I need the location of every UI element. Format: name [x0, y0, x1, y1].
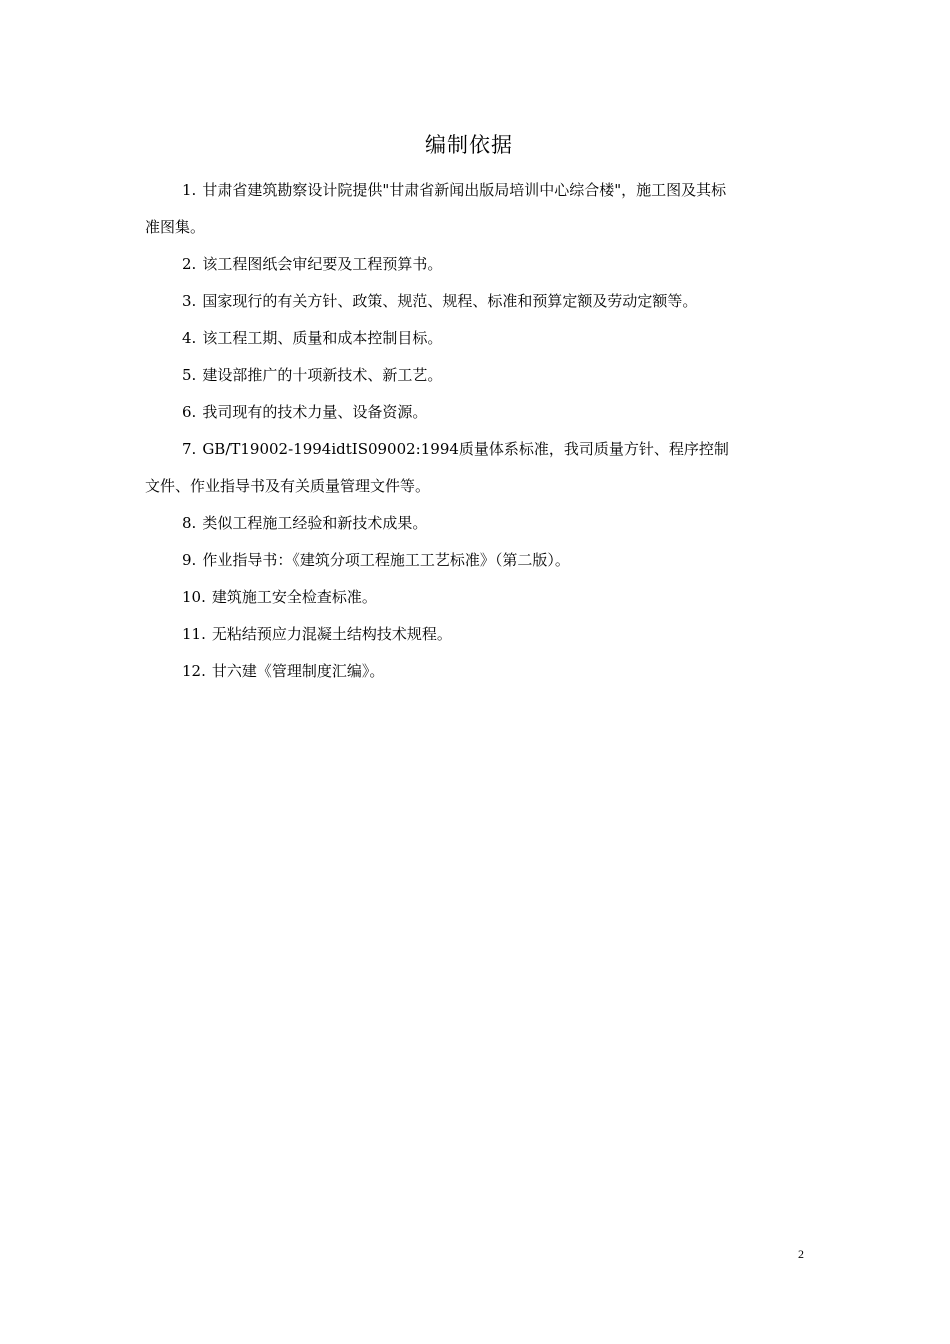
- item-text: 建筑施工安全检查标准。: [211, 588, 377, 606]
- list-item: [145, 431, 740, 505]
- basis-list: [145, 172, 740, 690]
- list-item: [145, 357, 740, 394]
- item-number: 1.: [182, 181, 197, 199]
- item-text: 类似工程施工经验和新技术成果。: [202, 514, 428, 532]
- item-text: 我司现有的技术力量、设备资源。: [202, 403, 428, 421]
- item-number: 8.: [182, 514, 197, 532]
- page-title: 编制依据: [425, 133, 513, 157]
- list-item: [145, 542, 740, 579]
- list-item: [145, 616, 740, 653]
- page-number: 2: [798, 1247, 804, 1261]
- item-number: 10.: [182, 588, 206, 606]
- item-text: 建设部推广的十项新技术、新工艺。: [202, 366, 443, 384]
- item-number: 6.: [182, 403, 197, 421]
- item-text: 该工程图纸会审纪要及工程预算书。: [202, 255, 443, 273]
- list-item: [145, 394, 740, 431]
- item-text: 甘肃省建筑勘察设计院提供"甘肃省新闻出版局培训中心综合楼"，施工图及其标准图集。: [145, 181, 727, 236]
- item-number: 7.: [182, 440, 197, 458]
- list-item: [145, 246, 740, 283]
- item-text: 甘六建《管理制度汇编》。: [211, 662, 385, 680]
- item-number: 5.: [182, 366, 197, 384]
- item-text: 该工程工期、质量和成本控制目标。: [202, 329, 443, 347]
- item-text: 作业指导书：《建筑分项工程施工工艺标准》（第二版）。: [202, 551, 570, 569]
- item-number: 11.: [182, 625, 206, 643]
- item-number: 4.: [182, 329, 197, 347]
- list-item: [145, 172, 740, 246]
- item-text: 国家现行的有关方针、政策、规范、规程、标准和预算定额及劳动定额等。: [202, 292, 698, 310]
- list-item: [145, 505, 740, 542]
- item-number: 3.: [182, 292, 197, 310]
- list-item: [145, 320, 740, 357]
- item-number: 12.: [182, 662, 206, 680]
- item-number: 9.: [182, 551, 197, 569]
- item-number: 2.: [182, 255, 197, 273]
- item-text: GB/T19002-1994idtIS09002:1994质量体系标准，我司质量方针、程序控制文件、作业指导书及有关质量管理文件等。: [145, 440, 729, 495]
- list-item: [145, 579, 740, 616]
- list-item: [145, 283, 740, 320]
- item-text: 无粘结预应力混凝土结构技术规程。: [211, 625, 452, 643]
- list-item: [145, 653, 740, 690]
